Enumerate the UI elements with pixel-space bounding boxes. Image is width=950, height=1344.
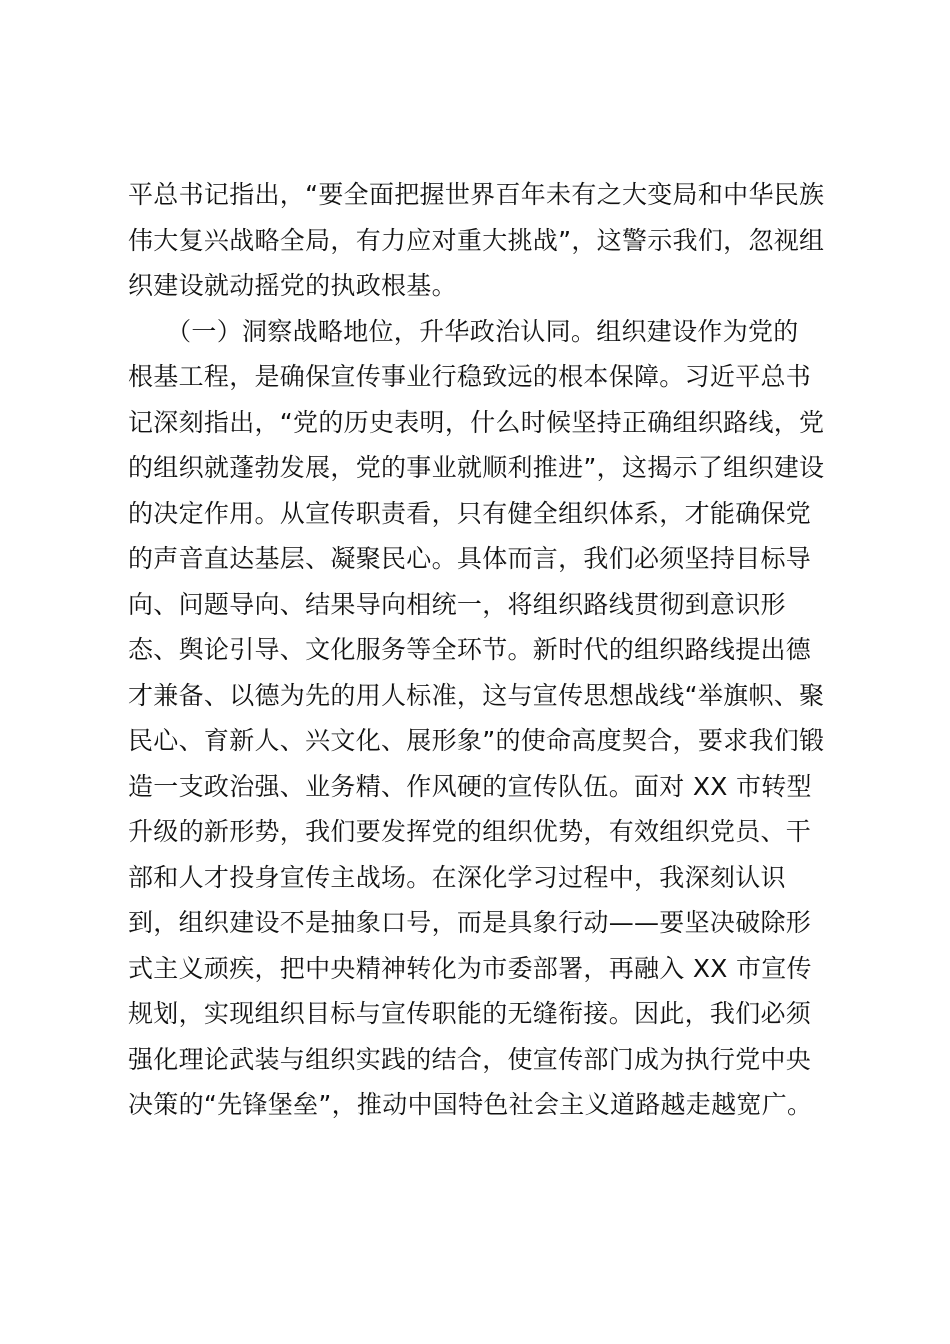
text-line: 根基工程，是确保宣传事业行稳致远的根本保障。习近平总书: [128, 362, 812, 391]
text-line: 平总书记指出，“要全面把握世界百年未有之大变局和中华民族: [128, 180, 825, 209]
text-line: 的组织就蓬勃发展，党的事业就顺利推进”，这揭示了组织建设: [128, 453, 825, 482]
text-line: 强化理论武装与组织实践的结合，使宣传部门成为执行党中央: [128, 1044, 812, 1074]
text-line: （一）洞察战略地位，升华政治认同。组织建设作为党的: [128, 316, 799, 346]
text-line: 民心、育新人、兴文化、展形象”的使命高度契合，要求我们锻: [128, 726, 825, 755]
text-line: 到，组织建设不是抽象口号，而是具象行动——要坚决破除形: [128, 908, 812, 937]
text-line: 部和人才投身宣传主战场。在深化学习过程中，我深刻认识: [128, 862, 786, 892]
text-line: 才兼备、以德为先的用人标准，这与宣传思想战线“举旗帜、聚: [128, 680, 825, 710]
text-line: 规划，实现组织目标与宣传职能的无缝衔接。因此，我们必须: [128, 999, 812, 1028]
text-line: 式主义顽疾，把中央精神转化为市委部署，再融入 XX 市宣传: [128, 953, 812, 983]
text-line: 决策的“先锋堡垒”，推动中国特色社会主义道路越走越宽广。: [128, 1090, 813, 1119]
text-line: 向、问题导向、结果导向相统一，将组织路线贯彻到意识形: [128, 589, 786, 619]
text-line: 记深刻指出，“党的历史表明，什么时候坚持正确组织路线，党: [128, 407, 825, 437]
text-line: 织建设就动摇党的执政根基。: [128, 271, 457, 300]
body-text: [128, 172, 828, 1128]
text-line: 造一支政治强、业务精、作风硬的宣传队伍。面对 XX 市转型: [128, 771, 812, 801]
text-line: 态、舆论引导、文化服务等全环节。新时代的组织路线提出德: [128, 635, 812, 664]
text-line: 的声音直达基层、凝聚民心。具体而言，我们必须坚持目标导: [128, 544, 812, 573]
text-line: 的决定作用。从宣传职责看，只有健全组织体系，才能确保党: [128, 498, 812, 528]
text-line: 升级的新形势，我们要发挥党的组织优势，有效组织党员、干: [128, 817, 812, 846]
text-line: 伟大复兴战略全局，有力应对重大挑战”，这警示我们，忽视组: [128, 225, 825, 255]
